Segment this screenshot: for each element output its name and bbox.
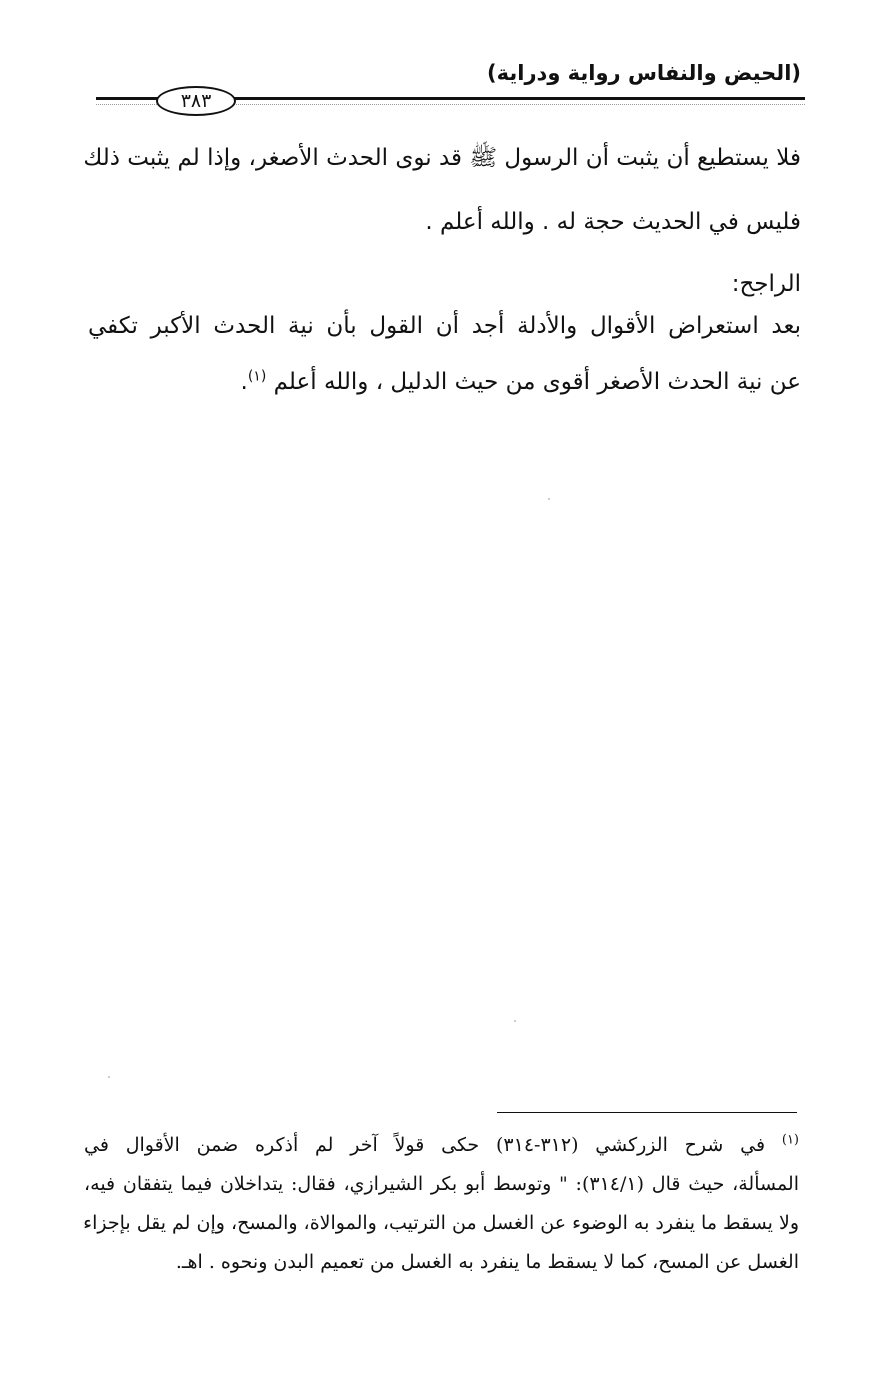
body-line-1: فلا يستطيع أن يثبت أن الرسول ﷺ قد نوى الحدث الأصغر، وإذا لم يثبت ذلك (83, 145, 801, 171)
footnote-reference: (١) (247, 368, 267, 385)
footnote-line-3: ولا يسقط ما ينفرد به الوضوء عن الغسل من الترتيب، والموالاة، والمسح، وإن لم يقل بإجزاء (83, 1212, 799, 1234)
scan-speck (514, 1020, 516, 1022)
footnote-line-4: الغسل عن المسح، كما لا يسقط ما ينفرد به الغسل من تعميم البدن ونحوه . اهـ. (175, 1251, 799, 1273)
body-line-2: فليس في الحديث حجة له . والله أعلم . (425, 209, 801, 235)
body-line-5-text: عن نية الحدث الأصغر أقوى من حيث الدليل ، والله أعلم (273, 369, 801, 395)
page-number: ٣٨٣ (156, 86, 236, 116)
body-line-4: بعد استعراض الأقوال والأدلة أجد أن القول بأن نية الحدث الأكبر تكفي (88, 313, 801, 339)
scan-speck (548, 498, 550, 500)
scan-speck (108, 1076, 110, 1078)
running-title: (الحيض والنفاس رواية ودراية) (487, 61, 801, 85)
footnote-line-1 (84, 1126, 799, 1165)
footnote-line-1-text: في شرح الزركشي (٣١٢-٣١٤) حكى قولاً آخر لم أذكره ضمن الأقوال في (84, 1134, 766, 1156)
body-line-5-end: . (240, 369, 248, 395)
footnote-separator (497, 1112, 797, 1113)
footnote-line-2: المسألة، حيث قال (٣١٤/١): " وتوسط أبو بكر الشيرازي، فقال: يتداخلان فيما يتفقان فيه، (84, 1173, 799, 1195)
footnote (84, 1126, 799, 1282)
footnote-marker: (١) (781, 1132, 799, 1148)
section-heading-rajih: الراجح: (731, 271, 801, 297)
body-line-5 (88, 362, 801, 402)
